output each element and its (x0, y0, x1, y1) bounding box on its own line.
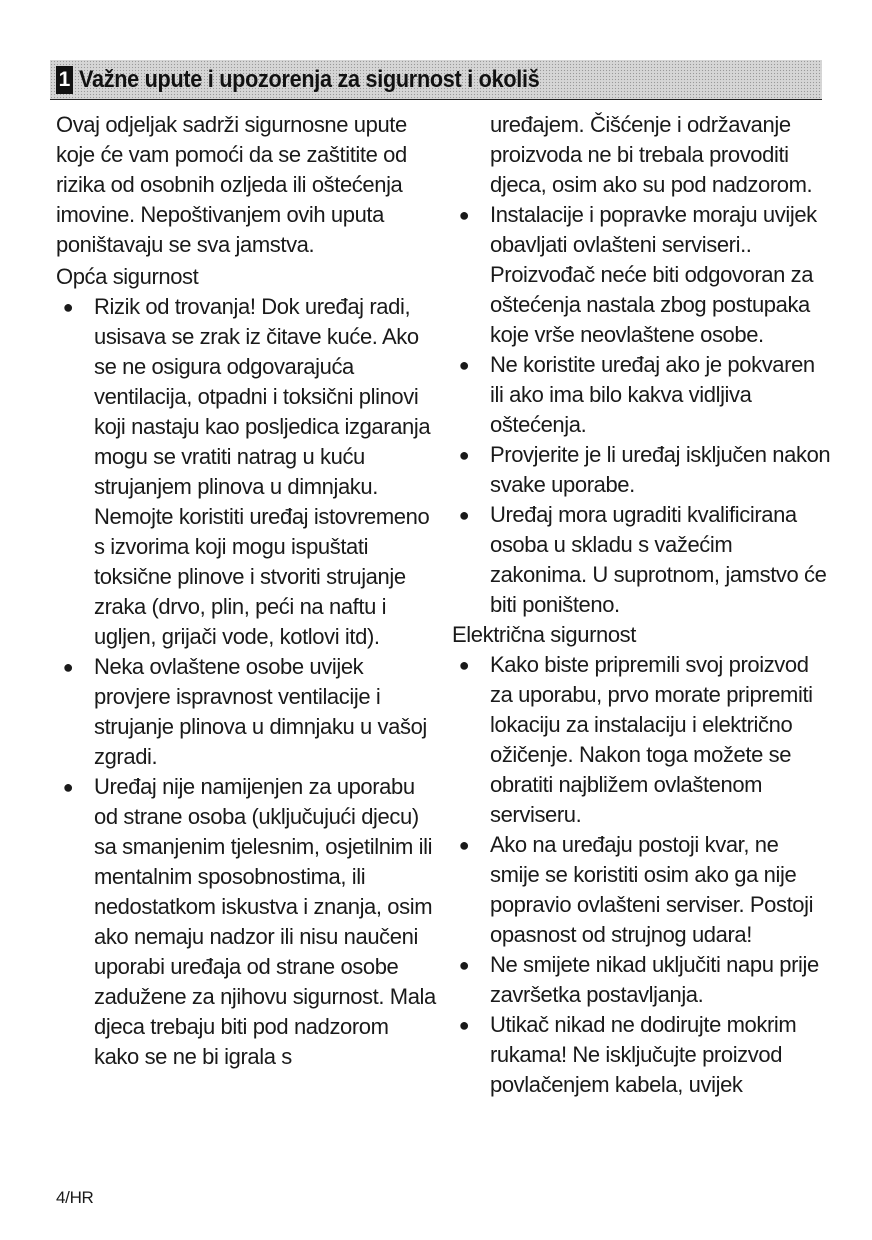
bullet-icon: ● (458, 505, 470, 525)
section-header (50, 60, 822, 100)
section-title: Važne upute i upozorenja za sigurnost i okoliš (79, 65, 540, 93)
list-item (56, 772, 436, 1072)
bullet-icon: ● (458, 355, 470, 375)
bullet-icon: ● (458, 835, 470, 855)
list-item-text: Ako na uređaju postoji kvar, ne smije se koristiti osim ako ga nije popravio ovlašteni serviser. Postoji opasnost od strujnog udara! (490, 832, 814, 947)
bullet-icon: ● (458, 655, 470, 675)
list-item (452, 830, 832, 950)
bullet-icon: ● (458, 445, 470, 465)
list-item (452, 200, 832, 350)
list-item-text: Instalacije i popravke moraju uvijek obavljati ovlašteni serviseri.. Proizvođač neće biti odgovoran za oštećenja nastala zbog postupaka koje vrše neovlaštene osobe. (490, 202, 817, 347)
list-item-text: Kako biste pripremili svoj proizvod za uporabu, prvo morate pripremiti lokaciju za instalaciju i električno ožičenje. Nakon toga možete se obratiti najbližem ovlaštenom serviseru. (490, 652, 813, 827)
list-item-text: Uređaj mora ugraditi kvalificirana osoba u skladu s važećim zakonima. U suprotnom, jamstvo će biti poništeno. (490, 502, 827, 617)
list-item (452, 1010, 832, 1100)
list-item-text: Neka ovlaštene osobe uvijek provjere ispravnost ventilacije i strujanje plinova u dimnjaku u vašoj zgradi. (94, 654, 427, 769)
list-item-text: Provjerite je li uređaj isključen nakon svake uporabe. (490, 442, 831, 497)
list-item (452, 650, 832, 830)
bullet-icon: ● (62, 297, 74, 317)
bullet-icon: ● (458, 955, 470, 975)
right-column (452, 110, 832, 1100)
bullet-icon: ● (62, 777, 74, 797)
list-item (452, 440, 832, 500)
general-safety-list (56, 292, 436, 1072)
list-item (452, 950, 832, 1010)
list-item-text: Utikač nikad ne dodirujte mokrim rukama! Ne isključujte proizvod povlačenjem kabela, uvijek (490, 1012, 797, 1097)
list-item-text: Ne smijete nikad uključiti napu prije završetka postavljanja. (490, 952, 819, 1007)
list-item (452, 500, 832, 620)
general-safety-list-continued (452, 200, 832, 620)
general-safety-heading: Opća sigurnost (56, 264, 199, 289)
bullet-icon: ● (62, 657, 74, 677)
intro-paragraph: Ovaj odjeljak sadrži sigurnosne upute koje će vam pomoći da se zaštitite od rizika od osobnih ozljeda ili oštećenja imovine. Nepoštivanjem ovih uputa poništavaju se sva jamstva. (56, 112, 407, 257)
chapter-number-badge: 1 (56, 66, 73, 94)
list-item (452, 350, 832, 440)
left-column (56, 110, 436, 1072)
bullet-icon: ● (458, 205, 470, 225)
list-item (56, 292, 436, 652)
electrical-safety-list (452, 650, 832, 1100)
list-item-text: Uređaj nije namijenjen za uporabu od strane osoba (uključujući djecu) sa smanjenim tjelesnim, osjetilnim ili mentalnim sposobnostima, ili nedostatkom iskustva i znanja, osim ako nemaju nadzor ili nisu naučeni uporabi uređaja od strane osobe zadužene za njihovu sigurnost. Mala djeca trebaju biti pod nadzorom kako se ne bi igrala s (94, 774, 436, 1069)
electrical-safety-heading: Električna sigurnost (452, 622, 636, 647)
list-item (56, 652, 436, 772)
page-number: 4/HR (56, 1188, 94, 1207)
continued-text: uređajem. Čišćenje i održavanje proizvoda ne bi trebala provoditi djeca, osim ako su pod nadzorom. (490, 112, 813, 197)
list-item-text: Rizik od trovanja! Dok uređaj radi, usisava se zrak iz čitave kuće. Ako se ne osigura odgovarajuća ventilacija, otpadni i toksični plinovi koji nastaju kao posljedica izgaranja mogu se vratiti natrag u kuću strujanjem plinova u dimnjaku. Nemojte koristiti uređaj istovremeno s izvorima koji mogu ispuštati toksične plinove i stvoriti strujanje zraka (drvo, plin, peći na naftu i ugljen, grijači vode, kotlovi itd). (94, 294, 431, 649)
bullet-icon: ● (458, 1015, 470, 1035)
list-item-text: Ne koristite uređaj ako je pokvaren ili ako ima bilo kakva vidljiva oštećenja. (490, 352, 815, 437)
